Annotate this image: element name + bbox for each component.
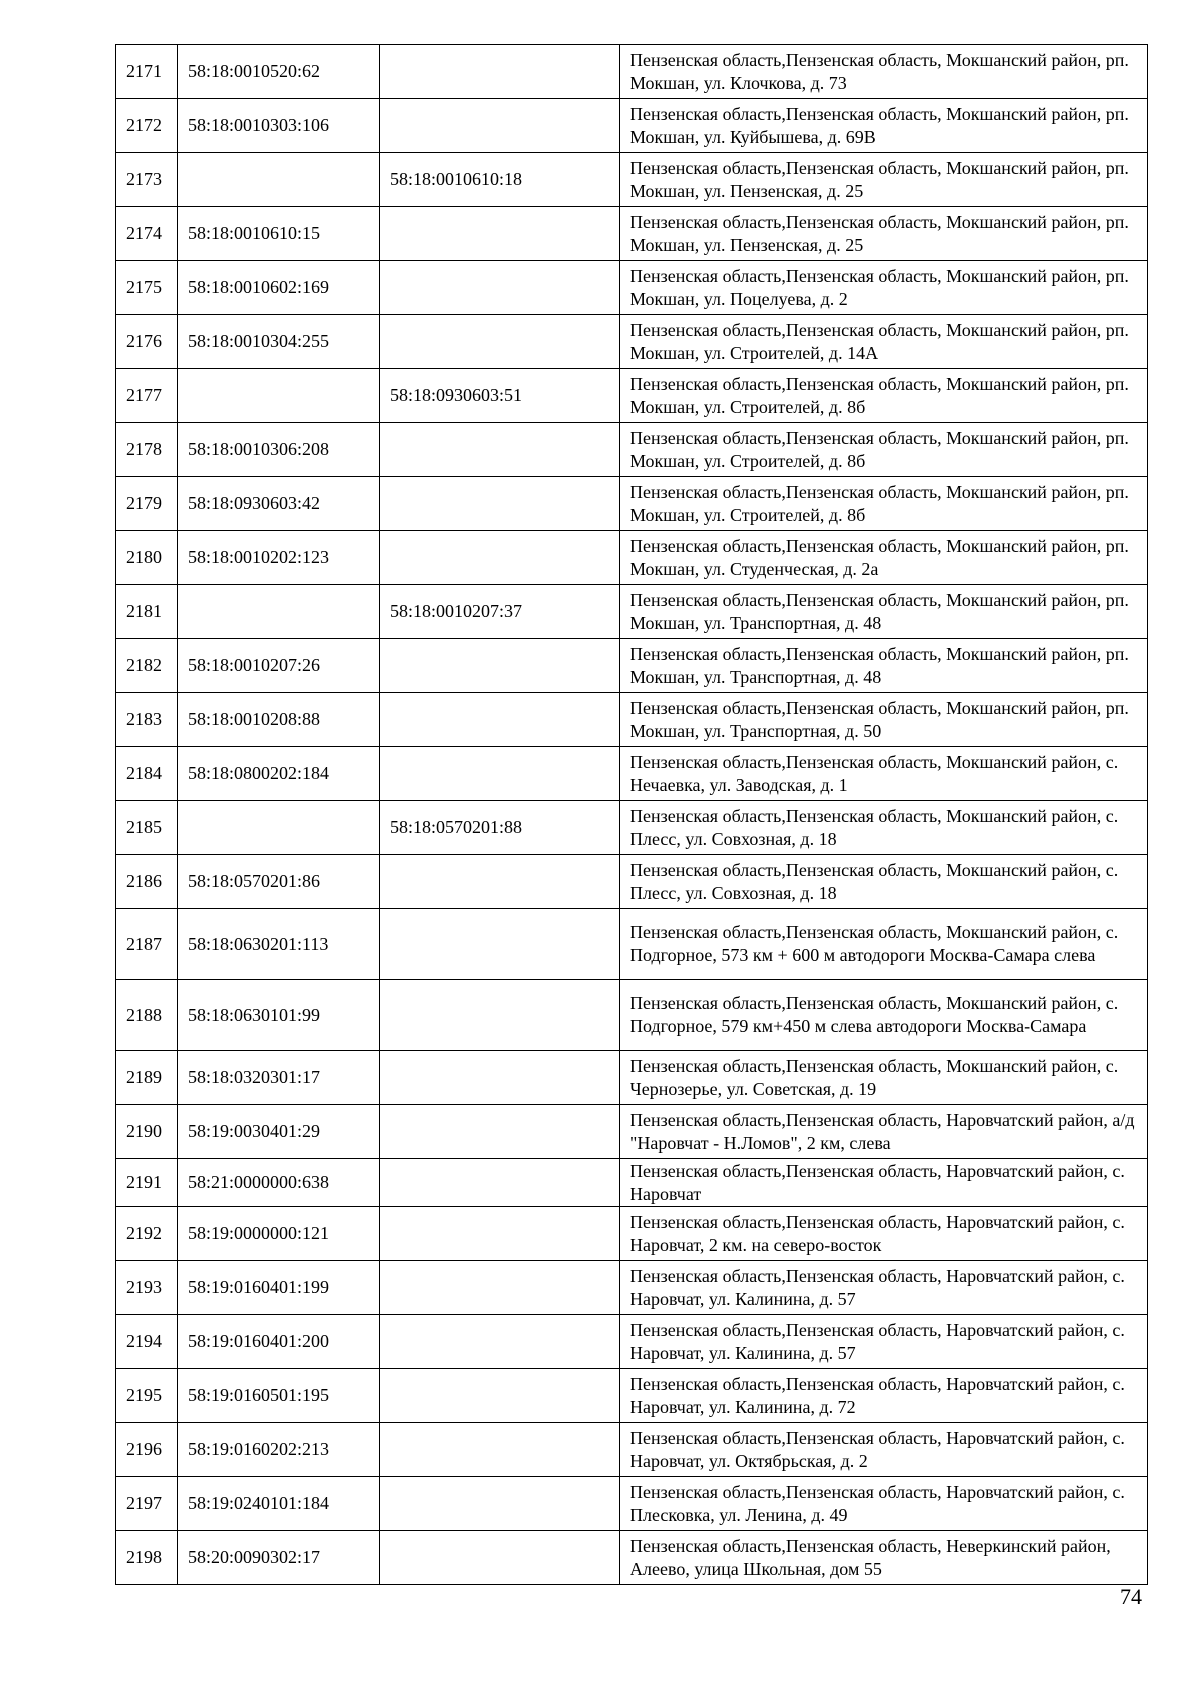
cadastral-number-primary: 58:18:0320301:17 xyxy=(178,1051,380,1105)
cadastral-number-primary: 58:18:0010202:123 xyxy=(178,531,380,585)
address-cell: Пензенская область,Пензенская область, Мокшанский район, с. Подгорное, 579 км+450 м слева автодороги Москва-Самара xyxy=(620,980,1148,1051)
address-cell: Пензенская область,Пензенская область, Мокшанский район, рп. Мокшан, ул. Транспортная, д. 48 xyxy=(620,639,1148,693)
address-cell: Пензенская область,Пензенская область, Наровчатский район, а/д "Наровчат - Н.Ломов", 2 км, слева xyxy=(620,1105,1148,1159)
row-number: 2172 xyxy=(116,99,178,153)
row-number: 2176 xyxy=(116,315,178,369)
cadastral-number-primary: 58:18:0010610:15 xyxy=(178,207,380,261)
address-cell: Пензенская область,Пензенская область, Мокшанский район, с. Подгорное, 573 км + 600 м автодороги Москва-Самара слева xyxy=(620,909,1148,980)
row-number: 2185 xyxy=(116,801,178,855)
table-row xyxy=(116,693,1148,747)
table-row xyxy=(116,585,1148,639)
cadastral-number-secondary xyxy=(380,423,620,477)
row-number: 2174 xyxy=(116,207,178,261)
address-cell: Пензенская область,Пензенская область, Мокшанский район, с. Плесс, ул. Совхозная, д. 18 xyxy=(620,855,1148,909)
address-cell: Пензенская область,Пензенская область, Мокшанский район, рп. Мокшан, ул. Строителей, д. 8б xyxy=(620,369,1148,423)
row-number: 2191 xyxy=(116,1159,178,1207)
table-row xyxy=(116,153,1148,207)
address-cell: Пензенская область,Пензенская область, Мокшанский район, рп. Мокшан, ул. Клочкова, д. 73 xyxy=(620,45,1148,99)
row-number: 2173 xyxy=(116,153,178,207)
cadastral-number-secondary: 58:18:0570201:88 xyxy=(380,801,620,855)
cadastral-number-primary xyxy=(178,585,380,639)
address-cell: Пензенская область,Пензенская область, Мокшанский район, рп. Мокшан, ул. Транспортная, д. 50 xyxy=(620,693,1148,747)
cadastral-number-secondary xyxy=(380,1531,620,1585)
address-cell: Пензенская область,Пензенская область, Мокшанский район, с. Нечаевка, ул. Заводская, д. 1 xyxy=(620,747,1148,801)
address-cell: Пензенская область,Пензенская область, Мокшанский район, рп. Мокшан, ул. Строителей, д. 8б xyxy=(620,423,1148,477)
address-cell: Пензенская область,Пензенская область, Мокшанский район, с. Плесс, ул. Совхозная, д. 18 xyxy=(620,801,1148,855)
address-cell: Пензенская область,Пензенская область, Неверкинский район, Алеево, улица Школьная, дом 55 xyxy=(620,1531,1148,1585)
table-row xyxy=(116,261,1148,315)
table-row xyxy=(116,1315,1148,1369)
cadastral-number-primary: 58:19:0160501:195 xyxy=(178,1369,380,1423)
address-cell: Пензенская область,Пензенская область, Мокшанский район, рп. Мокшан, ул. Куйбышева, д. 69В xyxy=(620,99,1148,153)
row-number: 2187 xyxy=(116,909,178,980)
table-row xyxy=(116,45,1148,99)
address-cell: Пензенская область,Пензенская область, Мокшанский район, рп. Мокшан, ул. Строителей, д. 8б xyxy=(620,477,1148,531)
row-number: 2181 xyxy=(116,585,178,639)
cadastral-number-primary: 58:18:0010303:106 xyxy=(178,99,380,153)
cadastral-number-secondary xyxy=(380,1261,620,1315)
cadastral-number-primary: 58:19:0030401:29 xyxy=(178,1105,380,1159)
table-row xyxy=(116,369,1148,423)
row-number: 2195 xyxy=(116,1369,178,1423)
cadastral-number-primary: 58:18:0570201:86 xyxy=(178,855,380,909)
address-cell: Пензенская область,Пензенская область, Мокшанский район, рп. Мокшан, ул. Строителей, д. 14А xyxy=(620,315,1148,369)
cadastral-number-secondary xyxy=(380,1207,620,1261)
address-cell: Пензенская область,Пензенская область, Мокшанский район, рп. Мокшан, ул. Транспортная, д. 48 xyxy=(620,585,1148,639)
table-row xyxy=(116,99,1148,153)
address-cell: Пензенская область,Пензенская область, Наровчатский район, с. Наровчат, ул. Калинина, д. 57 xyxy=(620,1261,1148,1315)
cadastral-number-primary: 58:18:0630201:113 xyxy=(178,909,380,980)
cadastral-number-secondary xyxy=(380,1315,620,1369)
row-number: 2190 xyxy=(116,1105,178,1159)
cadastral-number-secondary xyxy=(380,639,620,693)
table-row xyxy=(116,1477,1148,1531)
address-cell: Пензенская область,Пензенская область, Наровчатский район, с. Наровчат, ул. Калинина, д. 72 xyxy=(620,1369,1148,1423)
cadastral-number-secondary xyxy=(380,1105,620,1159)
cadastral-number-primary: 58:19:0240101:184 xyxy=(178,1477,380,1531)
cadastral-number-secondary xyxy=(380,315,620,369)
cadastral-number-primary: 58:18:0010208:88 xyxy=(178,693,380,747)
row-number: 2175 xyxy=(116,261,178,315)
table-row xyxy=(116,1531,1148,1585)
cadastral-number-primary: 58:19:0160401:199 xyxy=(178,1261,380,1315)
cadastral-number-secondary xyxy=(380,980,620,1051)
row-number: 2196 xyxy=(116,1423,178,1477)
cadastral-number-primary: 58:18:0010304:255 xyxy=(178,315,380,369)
table-row xyxy=(116,1105,1148,1159)
table-row xyxy=(116,423,1148,477)
table-row xyxy=(116,980,1148,1051)
cadastral-number-secondary xyxy=(380,909,620,980)
address-cell: Пензенская область,Пензенская область, Мокшанский район, рп. Мокшан, ул. Пензенская, д. 25 xyxy=(620,207,1148,261)
registry-table xyxy=(115,44,1148,1585)
cadastral-number-primary: 58:18:0010207:26 xyxy=(178,639,380,693)
row-number: 2184 xyxy=(116,747,178,801)
cadastral-number-primary: 58:18:0010602:169 xyxy=(178,261,380,315)
row-number: 2178 xyxy=(116,423,178,477)
cadastral-number-primary: 58:19:0160202:213 xyxy=(178,1423,380,1477)
cadastral-number-secondary xyxy=(380,1477,620,1531)
cadastral-number-secondary xyxy=(380,693,620,747)
row-number: 2177 xyxy=(116,369,178,423)
address-cell: Пензенская область,Пензенская область, Мокшанский район, рп. Мокшан, ул. Пензенская, д. 25 xyxy=(620,153,1148,207)
table-row xyxy=(116,801,1148,855)
cadastral-number-secondary: 58:18:0010207:37 xyxy=(380,585,620,639)
table-row xyxy=(116,909,1148,980)
cadastral-number-secondary xyxy=(380,1159,620,1207)
cadastral-number-secondary xyxy=(380,1051,620,1105)
cadastral-number-secondary xyxy=(380,261,620,315)
table-row xyxy=(116,1423,1148,1477)
cadastral-number-secondary xyxy=(380,747,620,801)
cadastral-number-primary: 58:18:0930603:42 xyxy=(178,477,380,531)
cadastral-number-secondary xyxy=(380,1423,620,1477)
address-cell: Пензенская область,Пензенская область, Наровчатский район, с. Наровчат, ул. Октябрьская, д. 2 xyxy=(620,1423,1148,1477)
table-row xyxy=(116,1051,1148,1105)
address-cell: Пензенская область,Пензенская область, Наровчатский район, с. Плесковка, ул. Ленина, д. 49 xyxy=(620,1477,1148,1531)
table-row xyxy=(116,315,1148,369)
address-cell: Пензенская область,Пензенская область, Наровчатский район, с. Наровчат, 2 км. на северо-восток xyxy=(620,1207,1148,1261)
row-number: 2188 xyxy=(116,980,178,1051)
cadastral-number-primary xyxy=(178,801,380,855)
cadastral-number-secondary xyxy=(380,531,620,585)
cadastral-number-primary: 58:18:0010520:62 xyxy=(178,45,380,99)
row-number: 2186 xyxy=(116,855,178,909)
cadastral-number-secondary xyxy=(380,1369,620,1423)
address-cell: Пензенская область,Пензенская область, Мокшанский район, рп. Мокшан, ул. Поцелуева, д. 2 xyxy=(620,261,1148,315)
table-row xyxy=(116,477,1148,531)
table-row xyxy=(116,639,1148,693)
row-number: 2171 xyxy=(116,45,178,99)
cadastral-number-primary: 58:18:0800202:184 xyxy=(178,747,380,801)
registry-table-body xyxy=(116,45,1148,1585)
table-row xyxy=(116,531,1148,585)
row-number: 2194 xyxy=(116,1315,178,1369)
table-row xyxy=(116,1369,1148,1423)
table-row xyxy=(116,207,1148,261)
cadastral-number-primary: 58:20:0090302:17 xyxy=(178,1531,380,1585)
table-row xyxy=(116,1159,1148,1207)
row-number: 2183 xyxy=(116,693,178,747)
cadastral-number-primary xyxy=(178,153,380,207)
row-number: 2193 xyxy=(116,1261,178,1315)
address-cell: Пензенская область,Пензенская область, Наровчатский район, с. Наровчат, ул. Калинина, д. 57 xyxy=(620,1315,1148,1369)
cadastral-number-primary: 58:21:0000000:638 xyxy=(178,1159,380,1207)
table-row xyxy=(116,855,1148,909)
table-row xyxy=(116,1261,1148,1315)
cadastral-number-secondary: 58:18:0930603:51 xyxy=(380,369,620,423)
row-number: 2198 xyxy=(116,1531,178,1585)
cadastral-number-secondary xyxy=(380,99,620,153)
row-number: 2192 xyxy=(116,1207,178,1261)
cadastral-number-secondary xyxy=(380,45,620,99)
address-cell: Пензенская область,Пензенская область, Мокшанский район, с. Чернозерье, ул. Советская, д. 19 xyxy=(620,1051,1148,1105)
address-cell: Пензенская область,Пензенская область, Мокшанский район, рп. Мокшан, ул. Студенческая, д. 2а xyxy=(620,531,1148,585)
cadastral-number-primary: 58:18:0010306:208 xyxy=(178,423,380,477)
cadastral-number-primary: 58:19:0160401:200 xyxy=(178,1315,380,1369)
row-number: 2182 xyxy=(116,639,178,693)
cadastral-number-primary: 58:18:0630101:99 xyxy=(178,980,380,1051)
cadastral-number-secondary xyxy=(380,207,620,261)
cadastral-number-secondary xyxy=(380,855,620,909)
table-row xyxy=(116,747,1148,801)
row-number: 2180 xyxy=(116,531,178,585)
cadastral-number-secondary xyxy=(380,477,620,531)
cadastral-number-secondary: 58:18:0010610:18 xyxy=(380,153,620,207)
address-cell: Пензенская область,Пензенская область, Наровчатский район, с. Наровчат xyxy=(620,1159,1148,1207)
cadastral-number-primary xyxy=(178,369,380,423)
cadastral-number-primary: 58:19:0000000:121 xyxy=(178,1207,380,1261)
row-number: 2179 xyxy=(116,477,178,531)
row-number: 2189 xyxy=(116,1051,178,1105)
page-number: 74 xyxy=(1120,1584,1142,1609)
row-number: 2197 xyxy=(116,1477,178,1531)
table-row xyxy=(116,1207,1148,1261)
